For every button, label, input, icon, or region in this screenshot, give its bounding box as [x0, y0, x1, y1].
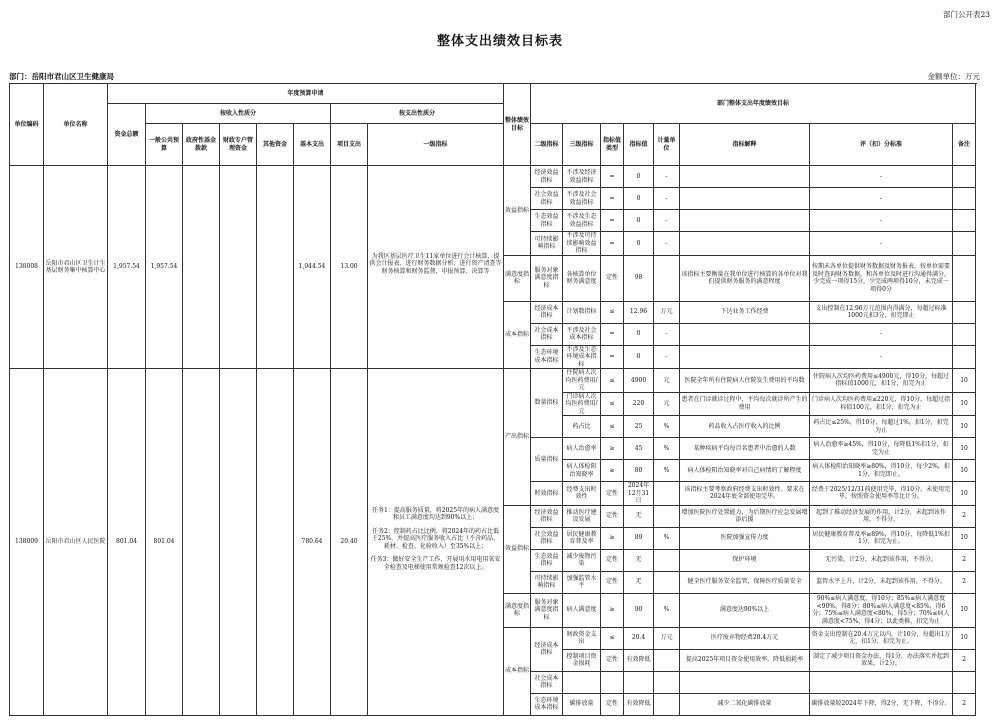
level2-indicator-cell: 经济成本指标 — [531, 627, 563, 671]
level2-indicator-cell: 生态环境成本指标 — [531, 345, 563, 369]
scoring-standard-cell: 无污染，计2分，未起到该作用，不得分。 — [810, 549, 953, 571]
level1-indicator-cell: 满意度指标 — [504, 255, 531, 301]
explanation-cell: 医院加强宣传力度 — [680, 527, 810, 549]
explanation-cell: 提高2025年项目资金使用效率，降低损耗率 — [680, 649, 810, 671]
project-exp-cell: 13.00 — [331, 166, 368, 369]
scoring-standard-cell: 按期未各单位提供财务数据及财务报表，按单位需要及时查询财务数据，和各单位及时进行沟通得满分，少完成一项得15分，少完成两项得10分，未完成一项得0分 — [810, 255, 953, 301]
level2-indicator-cell: 生态效益指标 — [531, 210, 563, 232]
explanation-cell: 某种疾病平均每百名患者中治愈的人数 — [680, 438, 810, 460]
level2-indicator-cell: 时效指标 — [531, 482, 563, 506]
level1-indicator-cell: 效益指标 — [504, 166, 531, 256]
scoring-standard-cell: - — [810, 210, 953, 232]
department-label: 部门：岳阳市君山区卫生健康局 — [9, 72, 114, 81]
value-cell: 4900 — [624, 369, 654, 393]
value-type-cell: = — [601, 166, 624, 188]
value-type-cell: 定性 — [601, 549, 624, 571]
header-unit-code: 单位编码 — [10, 84, 44, 166]
level1-indicator-cell: 成本指标 — [504, 301, 531, 369]
scoring-standard-cell: 碳排放量较2024年下降，得2分，无下降，不得分。 — [810, 693, 953, 715]
value-type-cell: ≤ — [601, 416, 624, 438]
remark-cell — [953, 232, 976, 256]
header-remark: 备注 — [953, 124, 976, 166]
level3-indicator-cell: 病人满意度 — [563, 593, 601, 627]
remark-cell — [953, 345, 976, 369]
value-cell: 无 — [624, 505, 654, 527]
level3-indicator-cell: 药占比 — [563, 416, 601, 438]
value-type-cell: 定性 — [601, 482, 624, 506]
scoring-standard-cell — [810, 671, 953, 693]
measure-unit-cell: 元 — [654, 392, 680, 416]
level3-indicator-cell: 不涉及经济效益指标 — [563, 166, 601, 188]
remark-cell: 10 — [953, 593, 976, 627]
level2-indicator-cell: 服务对象满意度指标 — [531, 593, 563, 627]
level3-indicator-cell: 推动医疗建设发展 — [563, 505, 601, 527]
table-body — [10, 166, 976, 716]
value-type-cell: ≤ — [601, 392, 624, 416]
measure-unit-cell: - — [654, 188, 680, 210]
explanation-cell: 保护环境 — [680, 549, 810, 571]
scoring-standard-cell: 居民健康教育普及率≥89%，得10分，每降低1%扣1分，扣完为止。 — [810, 527, 953, 549]
header-total-funds: 资金总额 — [108, 104, 146, 166]
currency-unit-label: 金额单位：万元 — [927, 72, 980, 81]
value-type-cell: = — [601, 210, 624, 232]
remark-cell — [953, 301, 976, 323]
value-type-cell: = — [601, 188, 624, 210]
goal-paragraph: 任务2：控制药占比比例，将2024年的药占比低于25%，并提高医疗服务收入占比（不含药品、耗材、检查、化验收入）至35%以上； — [371, 527, 500, 550]
total-funds-cell: 801.04 — [108, 369, 146, 716]
header-general-public: 一般公共预算 — [146, 124, 183, 166]
value-cell: 12.96 — [624, 301, 654, 323]
value-cell: 无 — [624, 571, 654, 593]
value-cell: 89 — [624, 527, 654, 549]
measure-unit-cell — [654, 549, 680, 571]
value-type-cell: 定性 — [601, 505, 624, 527]
level3-indicator-cell: 不涉及社会效益指标 — [563, 188, 601, 210]
header-gov-fund: 政府性基金拨款 — [183, 124, 220, 166]
header-level1: 一级指标 — [368, 124, 504, 166]
header-value-type: 指标值类型 — [601, 124, 624, 166]
remark-cell: 2 — [953, 549, 976, 571]
explanation-cell: 医院全年所有住院病人住院发生费用的平均数 — [680, 369, 810, 393]
scoring-standard-cell: - — [810, 345, 953, 369]
value-type-cell: = — [601, 323, 624, 345]
level2-indicator-cell: 生态效益指标 — [531, 549, 563, 571]
level2-indicator-cell: 社会效益指标 — [531, 188, 563, 210]
level2-indicator-cell: 生态环境成本指标 — [531, 693, 563, 715]
remark-cell: 10 — [953, 460, 976, 482]
level3-indicator-cell: 居民健康教育普及率 — [563, 527, 601, 549]
measure-unit-cell — [654, 671, 680, 693]
remark-cell — [953, 188, 976, 210]
value-type-cell: ≤ — [601, 369, 624, 393]
table-row — [10, 166, 976, 188]
scoring-standard-cell: 90%≤病人满意度，得10分；85%≤病人满意度<90%，得8分；80%≤病人满意度<85%，得6分；75%≤病人满意度<80%，得5分；70%≤病人满意度<75%，得4分；以此类推，扣完为止 — [810, 593, 953, 627]
level3-indicator-cell: 住院病人次均医药费用/元 — [563, 369, 601, 393]
value-cell: 0 — [624, 210, 654, 232]
value-cell: 0 — [624, 166, 654, 188]
value-type-cell: = — [601, 232, 624, 256]
scoring-standard-cell: 监管水平上升，计2分，未起到该作用，不得分。 — [810, 571, 953, 593]
performance-target-table — [9, 83, 976, 716]
value-cell: 25 — [624, 416, 654, 438]
value-cell: 无 — [624, 549, 654, 571]
level1-indicator-cell: 满意度指标 — [504, 593, 531, 627]
value-type-cell: ≤ — [601, 301, 624, 323]
remark-cell: 10 — [953, 482, 976, 506]
measure-unit-cell — [654, 482, 680, 506]
value-type-cell: ≥ — [601, 460, 624, 482]
level1-indicator-cell: 成本指标 — [504, 627, 531, 715]
header-basic-exp: 基本支出 — [294, 124, 331, 166]
goal-paragraph: 任务1：提高服务质量，将2025年的病人满意度和员工满意度均达到90%以上； — [371, 506, 500, 521]
explanation-cell — [680, 232, 810, 256]
value-type-cell: ≤ — [601, 627, 624, 649]
explanation-cell: 病人体检阳治知晓率对自己病情的了解程度 — [680, 460, 810, 482]
header-by-expense: 按支出性质分 — [331, 104, 504, 124]
measure-unit-cell: - — [654, 323, 680, 345]
measure-unit-cell: % — [654, 527, 680, 549]
remark-cell: 10 — [953, 392, 976, 416]
remark-cell: 2 — [953, 693, 976, 715]
gov-fund-cell — [183, 369, 220, 716]
level2-indicator-cell: 可持续影响指标 — [531, 232, 563, 256]
level2-indicator-cell: 经济效益指标 — [531, 166, 563, 188]
scoring-standard-cell: 制定了减少项目资金办法，得1分，办法落实并起到效果，计2分。 — [810, 649, 953, 671]
value-cell: 80 — [624, 460, 654, 482]
level3-indicator-cell: 财政资金支出 — [563, 627, 601, 649]
remark-cell: 10 — [953, 416, 976, 438]
scoring-standard-cell: 病人体检阳治知晓率≥80%，得10分，每少2%，扣1分，扣完即止。 — [810, 460, 953, 482]
header-fiscal-special: 财政专户管理资金 — [220, 124, 257, 166]
value-cell: 0 — [624, 323, 654, 345]
value-cell: 2024年12月31日 — [624, 482, 654, 506]
gov-fund-cell — [183, 166, 220, 369]
value-cell: 20.4 — [624, 627, 654, 649]
remark-cell: 2 — [953, 505, 976, 527]
scoring-standard-cell: 药占比≤25%，得10分，每超过1%，扣1分，扣完为止 — [810, 416, 953, 438]
value-cell: 有效降低 — [624, 693, 654, 715]
unit-name-cell: 岳阳市君山区人民医院 — [44, 369, 108, 716]
level2-indicator-cell: 经济成本指标 — [531, 301, 563, 323]
general-public-cell: 1,957.54 — [146, 166, 183, 369]
measure-unit-cell: % — [654, 460, 680, 482]
measure-unit-cell — [654, 505, 680, 527]
scoring-standard-cell: 门诊病人次均医药费用≤220元，得10分，每超过指标值100元，扣1分，扣完为止 — [810, 392, 953, 416]
value-type-cell: 定性 — [601, 571, 624, 593]
scoring-standard-cell: 资金支出控制在20.4万元以内，计10分，每超出1万元，扣1分，扣完为止。 — [810, 627, 953, 649]
header-project-exp: 项目支出 — [331, 124, 368, 166]
remark-cell — [953, 210, 976, 232]
header-perf-goal: 部门整体支出年度绩效目标 — [531, 84, 976, 124]
level3-indicator-cell: 加强监管水平 — [563, 571, 601, 593]
scoring-standard-cell: 起到了推动经济发展的作用，计2分，未起到该作用，不得分。 — [810, 505, 953, 527]
remark-cell: 10 — [953, 438, 976, 460]
level1-indicator-cell: 效益指标 — [504, 505, 531, 593]
overall-goal-cell — [368, 369, 504, 716]
value-type-cell: = — [601, 345, 624, 369]
unit-name-cell: 岳阳市君山区卫生计生基层财务集中核算中心 — [44, 166, 108, 369]
unit-code-cell: 138008 — [10, 166, 44, 369]
general-public-cell: 801.04 — [146, 369, 183, 716]
explanation-cell — [680, 671, 810, 693]
header-by-income: 按收入性质分 — [146, 104, 331, 124]
header-explain: 指标解释 — [680, 124, 810, 166]
scoring-standard-cell: - — [810, 188, 953, 210]
other-funds-cell — [257, 369, 294, 716]
remark-cell: 2 — [953, 649, 976, 671]
explanation-cell: 减少二氧化碳排放量 — [680, 693, 810, 715]
unit-code-cell: 138009 — [10, 369, 44, 716]
level3-indicator-cell: 不涉及生态环境成本指标 — [563, 345, 601, 369]
measure-unit-cell: - — [654, 345, 680, 369]
value-type-cell: ≥ — [601, 527, 624, 549]
measure-unit-cell: % — [654, 593, 680, 627]
remark-cell — [953, 323, 976, 345]
level1-indicator-cell: 产出指标 — [504, 369, 531, 506]
page-code: 部门公开表23 — [942, 10, 990, 19]
measure-unit-cell — [654, 693, 680, 715]
level3-indicator-cell: 不涉及生态效益指标 — [563, 210, 601, 232]
level3-indicator-cell: 病人治愈率 — [563, 438, 601, 460]
basic-exp-cell: 1,944.54 — [294, 166, 331, 369]
header-standard: 评（扣）分标准 — [810, 124, 953, 166]
total-funds-cell: 1,957.54 — [108, 166, 146, 369]
measure-unit-cell: 万元 — [654, 301, 680, 323]
measure-unit-cell: 元 — [654, 369, 680, 393]
value-cell: 90 — [624, 593, 654, 627]
basic-exp-cell: 780.64 — [294, 369, 331, 716]
explanation-cell — [680, 188, 810, 210]
measure-unit-cell — [654, 649, 680, 671]
level2-indicator-cell: 社会效益指标 — [531, 527, 563, 549]
header-other-funds: 其他资金 — [257, 124, 294, 166]
scoring-standard-cell: 住院病人次均医药费用≤4900元，得10分，每超过指标值1000元，扣1分，扣完为止 — [810, 369, 953, 393]
scoring-standard-cell: 病人治愈率≥45%，得10分，每降低1%扣1分，扣完为止 — [810, 438, 953, 460]
explanation-cell: 满意度达90%以上 — [680, 593, 810, 627]
measure-unit-cell — [654, 571, 680, 593]
level2-indicator-cell: 质量指标 — [531, 438, 563, 482]
header-measure: 计量单位 — [654, 124, 680, 166]
goal-paragraph: 任务3：做好安全生产工作，开展用水用电用氧安全检查及电梯使用常规检查12次以上。 — [370, 556, 501, 571]
level2-indicator-cell: 社会成本指标 — [531, 323, 563, 345]
value-type-cell: ≥ — [601, 438, 624, 460]
value-type-cell: 定性 — [601, 255, 624, 301]
scoring-standard-cell: - — [810, 232, 953, 256]
explanation-cell — [680, 166, 810, 188]
level3-indicator-cell: 碳排放量 — [563, 693, 601, 715]
other-funds-cell — [257, 166, 294, 369]
level2-indicator-cell: 可持续影响指标 — [531, 571, 563, 593]
explanation-cell: 该指标主要衡量在我单位进行核算的各单位对我们提供财务服务的满意程度 — [680, 255, 810, 301]
level2-indicator-cell: 数量指标 — [531, 369, 563, 438]
value-type-cell: ≥ — [601, 593, 624, 627]
level3-indicator-cell: 控制项目资金损耗 — [563, 649, 601, 671]
scoring-standard-cell: 支出控制在12.96万元范围内得满分，每超过标准1000元扣3分，扣完即止 — [810, 301, 953, 323]
level2-indicator-cell: 服务对象满意度指标 — [531, 255, 563, 301]
value-cell: 有效降低 — [624, 649, 654, 671]
level3-indicator-cell: 门诊病人次均医药费用/元 — [563, 392, 601, 416]
explanation-cell — [680, 210, 810, 232]
scoring-standard-cell: - — [810, 166, 953, 188]
measure-unit-cell: - — [654, 166, 680, 188]
level3-indicator-cell: 病人体检阳治知晓率 — [563, 460, 601, 482]
value-type-cell: 定性 — [601, 649, 624, 671]
remark-cell: 10 — [953, 527, 976, 549]
fiscal-special-cell — [220, 369, 257, 716]
measure-unit-cell — [654, 255, 680, 301]
level3-indicator-cell: 经费支出时效性 — [563, 482, 601, 506]
header-unit-name: 单位名称 — [44, 84, 108, 166]
value-cell: 0 — [624, 345, 654, 369]
header-level2: 二级指标 — [531, 124, 563, 166]
remark-cell — [953, 166, 976, 188]
remark-cell — [953, 255, 976, 301]
remark-cell: 10 — [953, 369, 976, 393]
fiscal-special-cell — [220, 166, 257, 369]
value-type-cell — [601, 671, 624, 693]
scoring-standard-cell: - — [810, 323, 953, 345]
header-overall-goal: 整体绩效目标 — [504, 84, 531, 166]
remark-cell: 2 — [953, 571, 976, 593]
value-cell: 98 — [624, 255, 654, 301]
document-title: 整体支出绩效目标表 — [436, 34, 563, 49]
level3-indicator-cell: 不涉及可持续影响效益指标 — [563, 232, 601, 256]
value-type-cell: 定性 — [601, 693, 624, 715]
level3-indicator-cell: 各核算单位财务满意度 — [563, 255, 601, 301]
remark-cell: 10 — [953, 627, 976, 649]
value-cell — [624, 671, 654, 693]
goal-paragraph: 为我区基层医疗卫生11家单位进行会计核算、提供会计报表、进行财务数据分析、进行资产清查等财务核算和财务监督，申报预算、决算等 — [369, 252, 502, 275]
value-cell: 0 — [624, 188, 654, 210]
level3-indicator-cell: 不涉及社会成本指标 — [563, 323, 601, 345]
explanation-cell: 该指标主要考察政府经费支出时效性。要求在2024年底全部使用完毕。 — [680, 482, 810, 506]
level3-indicator-cell: 减少废物污染 — [563, 549, 601, 571]
explanation-cell: 患者在门诊就诊过程中，平均每次就诊所产生的费用 — [680, 392, 810, 416]
measure-unit-cell: % — [654, 438, 680, 460]
explanation-cell: 增加医院医疗处置能力，为后期医疗应急发展增添后援 — [680, 505, 810, 527]
measure-unit-cell: - — [654, 232, 680, 256]
measure-unit-cell: 万元 — [654, 627, 680, 649]
measure-unit-cell: % — [654, 416, 680, 438]
explanation-cell — [680, 345, 810, 369]
level3-indicator-cell — [563, 671, 601, 693]
level3-indicator-cell: 计划数指标 — [563, 301, 601, 323]
remark-cell — [953, 671, 976, 693]
explanation-cell: 下达业务工作经费 — [680, 301, 810, 323]
value-cell: 220 — [624, 392, 654, 416]
value-cell: 45 — [624, 438, 654, 460]
level2-indicator-cell: 经济效益指标 — [531, 505, 563, 527]
header-level3: 三级指标 — [563, 124, 601, 166]
explanation-cell — [680, 323, 810, 345]
project-exp-cell: 20.40 — [331, 369, 368, 716]
level2-indicator-cell: 社会成本指标 — [531, 671, 563, 693]
measure-unit-cell: - — [654, 210, 680, 232]
value-cell: 0 — [624, 232, 654, 256]
explanation-cell: 健全医疗服务安全监管，保障医疗质量安全 — [680, 571, 810, 593]
explanation-cell: 医疗废弃物经费20.4万元 — [680, 627, 810, 649]
header-value: 指标值 — [624, 124, 654, 166]
overall-goal-cell — [368, 166, 504, 369]
table-row — [10, 369, 976, 393]
explanation-cell: 药品收入占医疗收入的比例 — [680, 416, 810, 438]
scoring-standard-cell: 经费于2025/12/31前使用完毕，得10分，未使用完毕，按照资金使用率等比计分。 — [810, 482, 953, 506]
header-annual-budget: 年度预算申请 — [108, 84, 504, 104]
